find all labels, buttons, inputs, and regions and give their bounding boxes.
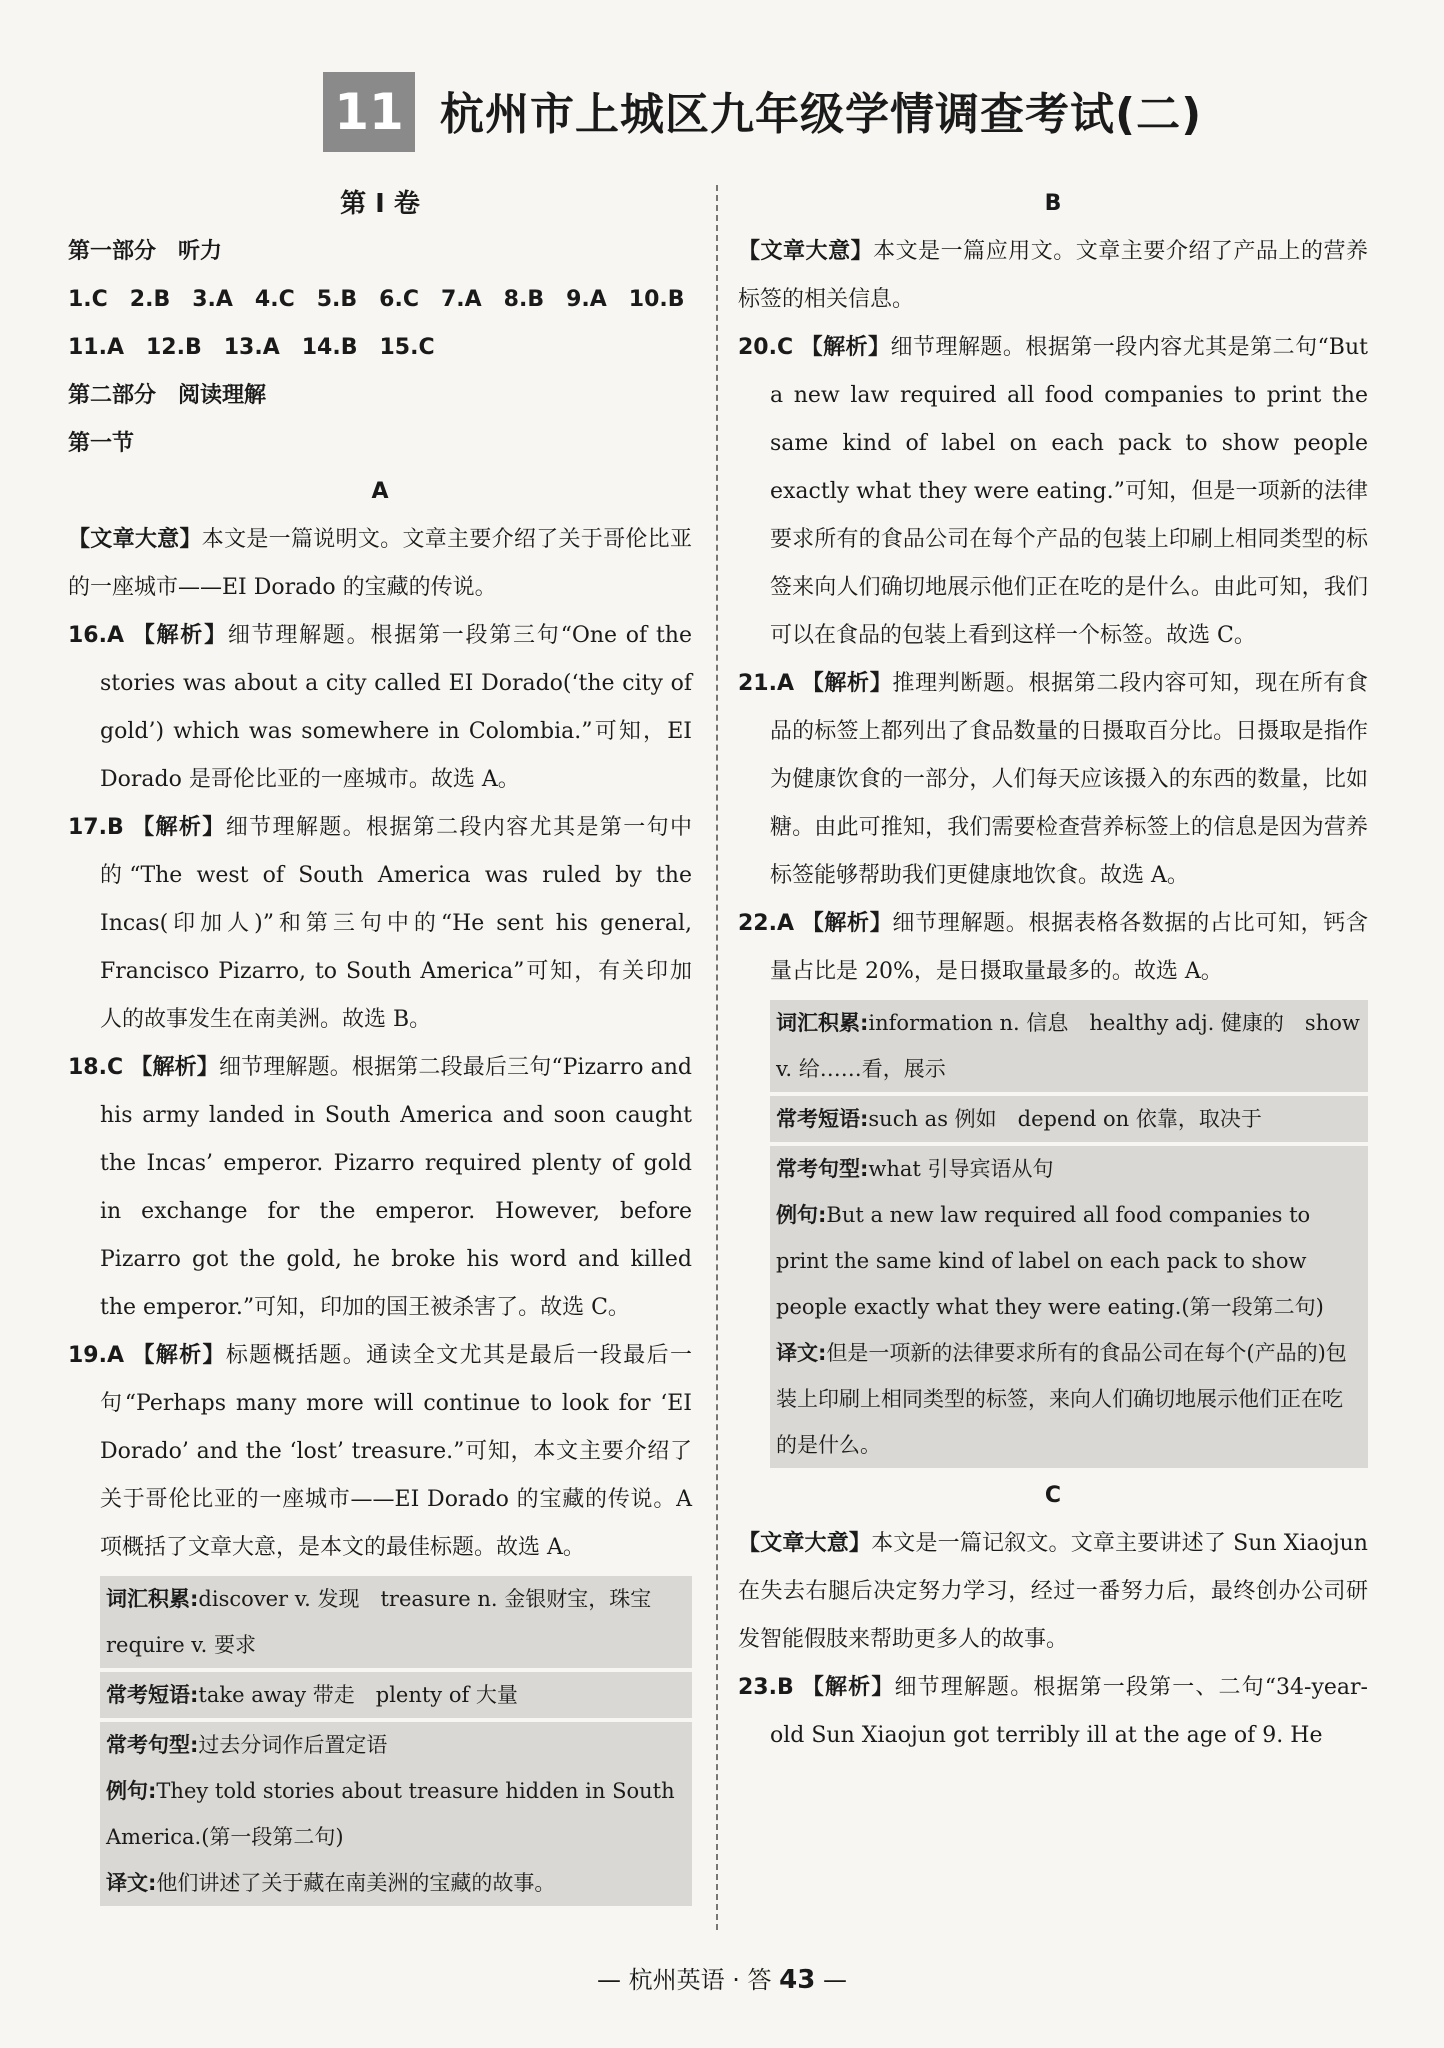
q16-tag: 【解析】 xyxy=(132,623,228,648)
q17-number: 17.B xyxy=(68,815,124,840)
summary-b-tag: 【文章大意】 xyxy=(738,239,874,264)
q19-explanation xyxy=(68,1332,692,1572)
left-column xyxy=(68,180,692,1910)
summary-c xyxy=(738,1520,1368,1664)
translation-a-text: 他们讲述了关于藏在南美洲的宝藏的故事。 xyxy=(156,1871,556,1895)
pattern-a-tag: 常考句型: xyxy=(106,1733,199,1757)
q23-explanation xyxy=(738,1664,1368,1760)
translation-b-tag: 译文: xyxy=(776,1341,827,1365)
part2-heading: 第二部分 阅读理解 xyxy=(68,383,267,408)
phrase-b-text: such as 例如 depend on 依靠，取决于 xyxy=(868,1107,1262,1131)
test-number-badge: 11 xyxy=(323,72,415,152)
q17-text: 细节理解题。根据第二段内容尤其是第一句中的“The west of South America was ruled by the Incas(印加人)”和第三句中的“He sent his general, Francisco Pizarro, to South America”可知，有关印加人的故事发生在南美洲。故选 B。 xyxy=(100,815,692,1032)
volume-heading: 第 I 卷 xyxy=(340,189,420,219)
translation-b-text: 但是一项新的法律要求所有的食品公司在每个(产品的)包装上印刷上相同类型的标签，来向人们确切地展示他们正在吃的是什么。 xyxy=(776,1341,1347,1457)
pattern-b-text: what 引导宾语从句 xyxy=(868,1157,1054,1181)
translation-a xyxy=(106,1860,686,1906)
pattern-b-tag: 常考句型: xyxy=(776,1157,869,1181)
q18-tag: 【解析】 xyxy=(130,1055,219,1080)
q16-explanation xyxy=(68,612,692,804)
summary-b-text: 本文是一篇应用文。文章主要介绍了产品上的营养标签的相关信息。 xyxy=(738,239,1368,312)
footer-suffix: — xyxy=(815,1966,847,1994)
summary-c-text: 本文是一篇记叙文。文章主要讲述了 Sun Xiaojun 在失去右腿后决定努力学习，经过一番努力后，最终创办公司研发智能假肢来帮助更多人的故事。 xyxy=(738,1531,1368,1652)
passage-b-label: B xyxy=(1044,191,1062,216)
page-footer xyxy=(0,1960,1444,1995)
q16-number: 16.A xyxy=(68,623,124,648)
example-a-tag: 例句: xyxy=(106,1779,157,1803)
q19-text: 标题概括题。通读全文尤其是最后一段最后一句“Perhaps many more will continue to look for ‘EI Dorado’ and the ‘lost’ treasure.”可知，本文主要介绍了关于哥伦比亚的一座城市——EI Dorado 的宝藏的传说。A 项概括了文章大意，是本文的最佳标题。故选 A。 xyxy=(100,1343,692,1560)
q18-text: 细节理解题。根据第二段最后三句“Pizarro and his army landed in South America and soon caught the Incas’ emperor. Pizarro required plenty of gold in exchange for the emperor. However, before Pizarro got the gold, he broke his word and killed the emperor.”可知，印加的国王被杀害了。故选 C。 xyxy=(100,1055,692,1320)
q21-text: 推理判断题。根据第二段内容可知，现在所有食品的标签上都列出了食品数量的日摄取百分比。日摄取是指作为健康饮食的一部分，人们每天应该摄入的东西的数量，比如糖。由此可推知，我们需要检查营养标签上的信息是因为营养标签能够帮助我们更健康地饮食。故选 A。 xyxy=(770,671,1368,888)
page-title: 杭州市上城区九年级学情调查考试(二) xyxy=(440,89,1203,140)
translation-a-tag: 译文: xyxy=(106,1871,157,1895)
example-a xyxy=(106,1768,686,1860)
pattern-box-b xyxy=(770,1146,1368,1468)
listening-answers-row1: 1.C 2.B 3.A 4.C 5.B 6.C 7.A 8.B 9.A 10.B xyxy=(68,287,685,312)
q17-explanation xyxy=(68,804,692,1044)
pattern-b xyxy=(776,1146,1362,1192)
footer-prefix: — 杭州英语 · 答 xyxy=(597,1966,780,1994)
q18-explanation xyxy=(68,1044,692,1332)
q21-tag: 【解析】 xyxy=(801,671,893,696)
summary-a xyxy=(68,516,692,612)
phrase-b-tag: 常考短语: xyxy=(776,1107,869,1131)
vocab-a xyxy=(106,1576,686,1668)
q20-text: 细节理解题。根据第一段内容尤其是第二句“But a new law required all food companies to print the same kind of label on each pack to show people exactly what they were eating.”可知，但是一项新的法律要求所有的食品公司在每个产品的包装上印刷上相同类型的标签来向人们确切地展示他们正在吃的是什么。由此可知，我们可以在食品的包装上看到这样一个标签。故选 C。 xyxy=(770,335,1368,648)
q16-text: 细节理解题。根据第一段第三句“One of the stories was about a city called EI Dorado(‘the city of gold’) which was somewhere in Colombia.”可知，EI Dorado 是哥伦比亚的一座城市。故选 A。 xyxy=(100,623,692,792)
q20-number: 20.C xyxy=(738,335,794,360)
vocab-a-tag: 词汇积累: xyxy=(106,1587,199,1611)
q22-explanation xyxy=(738,900,1368,996)
phrase-a xyxy=(106,1672,686,1718)
q22-number: 22.A xyxy=(738,911,794,936)
page-number: 43 xyxy=(779,1965,816,1995)
listening-answers-row2: 11.A 12.B 13.A 14.B 15.C xyxy=(68,335,435,360)
example-b-text: But a new law required all food companies to print the same kind of label on each pack to show people exactly what they were eating.(第一段第二句) xyxy=(776,1203,1324,1319)
q21-number: 21.A xyxy=(738,671,794,696)
example-b-tag: 例句: xyxy=(776,1203,827,1227)
q20-tag: 【解析】 xyxy=(800,335,891,360)
vocab-b-text: information n. 信息 healthy adj. 健康的 show v. 给……看，展示 xyxy=(776,1011,1360,1081)
summary-a-tag: 【文章大意】 xyxy=(68,527,202,552)
q23-tag: 【解析】 xyxy=(801,1675,895,1700)
q22-tag: 【解析】 xyxy=(801,911,893,936)
vocab-b xyxy=(776,1000,1362,1092)
example-a-text: They told stories about treasure hidden in South America.(第一段第二句) xyxy=(106,1779,675,1849)
q18-number: 18.C xyxy=(68,1055,124,1080)
q19-number: 19.A xyxy=(68,1343,124,1368)
vocab-box-a xyxy=(100,1576,692,1668)
pattern-a-text: 过去分词作后置定语 xyxy=(198,1733,388,1757)
right-column xyxy=(738,180,1368,1760)
summary-c-tag: 【文章大意】 xyxy=(738,1531,872,1556)
pattern-a xyxy=(106,1722,686,1768)
phrase-b xyxy=(776,1096,1362,1142)
phrase-a-tag: 常考短语: xyxy=(106,1683,199,1707)
phrase-a-text: take away 带走 plenty of 大量 xyxy=(198,1683,518,1707)
q22-text: 细节理解题。根据表格各数据的占比可知，钙含量占比是 20%，是日摄取量最多的。故选 A。 xyxy=(770,911,1368,984)
vocab-b-tag: 词汇积累: xyxy=(776,1011,869,1035)
part1-heading: 第一部分 听力 xyxy=(68,239,223,264)
phrase-box-a xyxy=(100,1672,692,1718)
q21-explanation xyxy=(738,660,1368,900)
summary-b xyxy=(738,228,1368,324)
q17-tag: 【解析】 xyxy=(132,815,226,840)
section1-heading: 第一节 xyxy=(68,431,135,456)
vocab-box-b xyxy=(770,1000,1368,1092)
column-divider xyxy=(716,185,718,1930)
passage-c-label: C xyxy=(1044,1483,1062,1508)
q23-text: 细节理解题。根据第一段第一、二句“34-year-old Sun Xiaojun got terribly ill at the age of 9. He xyxy=(770,1675,1368,1748)
pattern-box-a xyxy=(100,1722,692,1906)
example-b xyxy=(776,1192,1362,1330)
q20-explanation xyxy=(738,324,1368,660)
phrase-box-b xyxy=(770,1096,1368,1142)
summary-a-text: 本文是一篇说明文。文章主要介绍了关于哥伦比亚的一座城市——EI Dorado 的宝藏的传说。 xyxy=(68,527,692,600)
translation-b xyxy=(776,1330,1362,1468)
vocab-a-text: discover v. 发现 treasure n. 金银财宝，珠宝 require v. 要求 xyxy=(106,1587,673,1657)
passage-a-label: A xyxy=(371,479,389,504)
q23-number: 23.B xyxy=(738,1675,794,1700)
q19-tag: 【解析】 xyxy=(132,1343,226,1368)
